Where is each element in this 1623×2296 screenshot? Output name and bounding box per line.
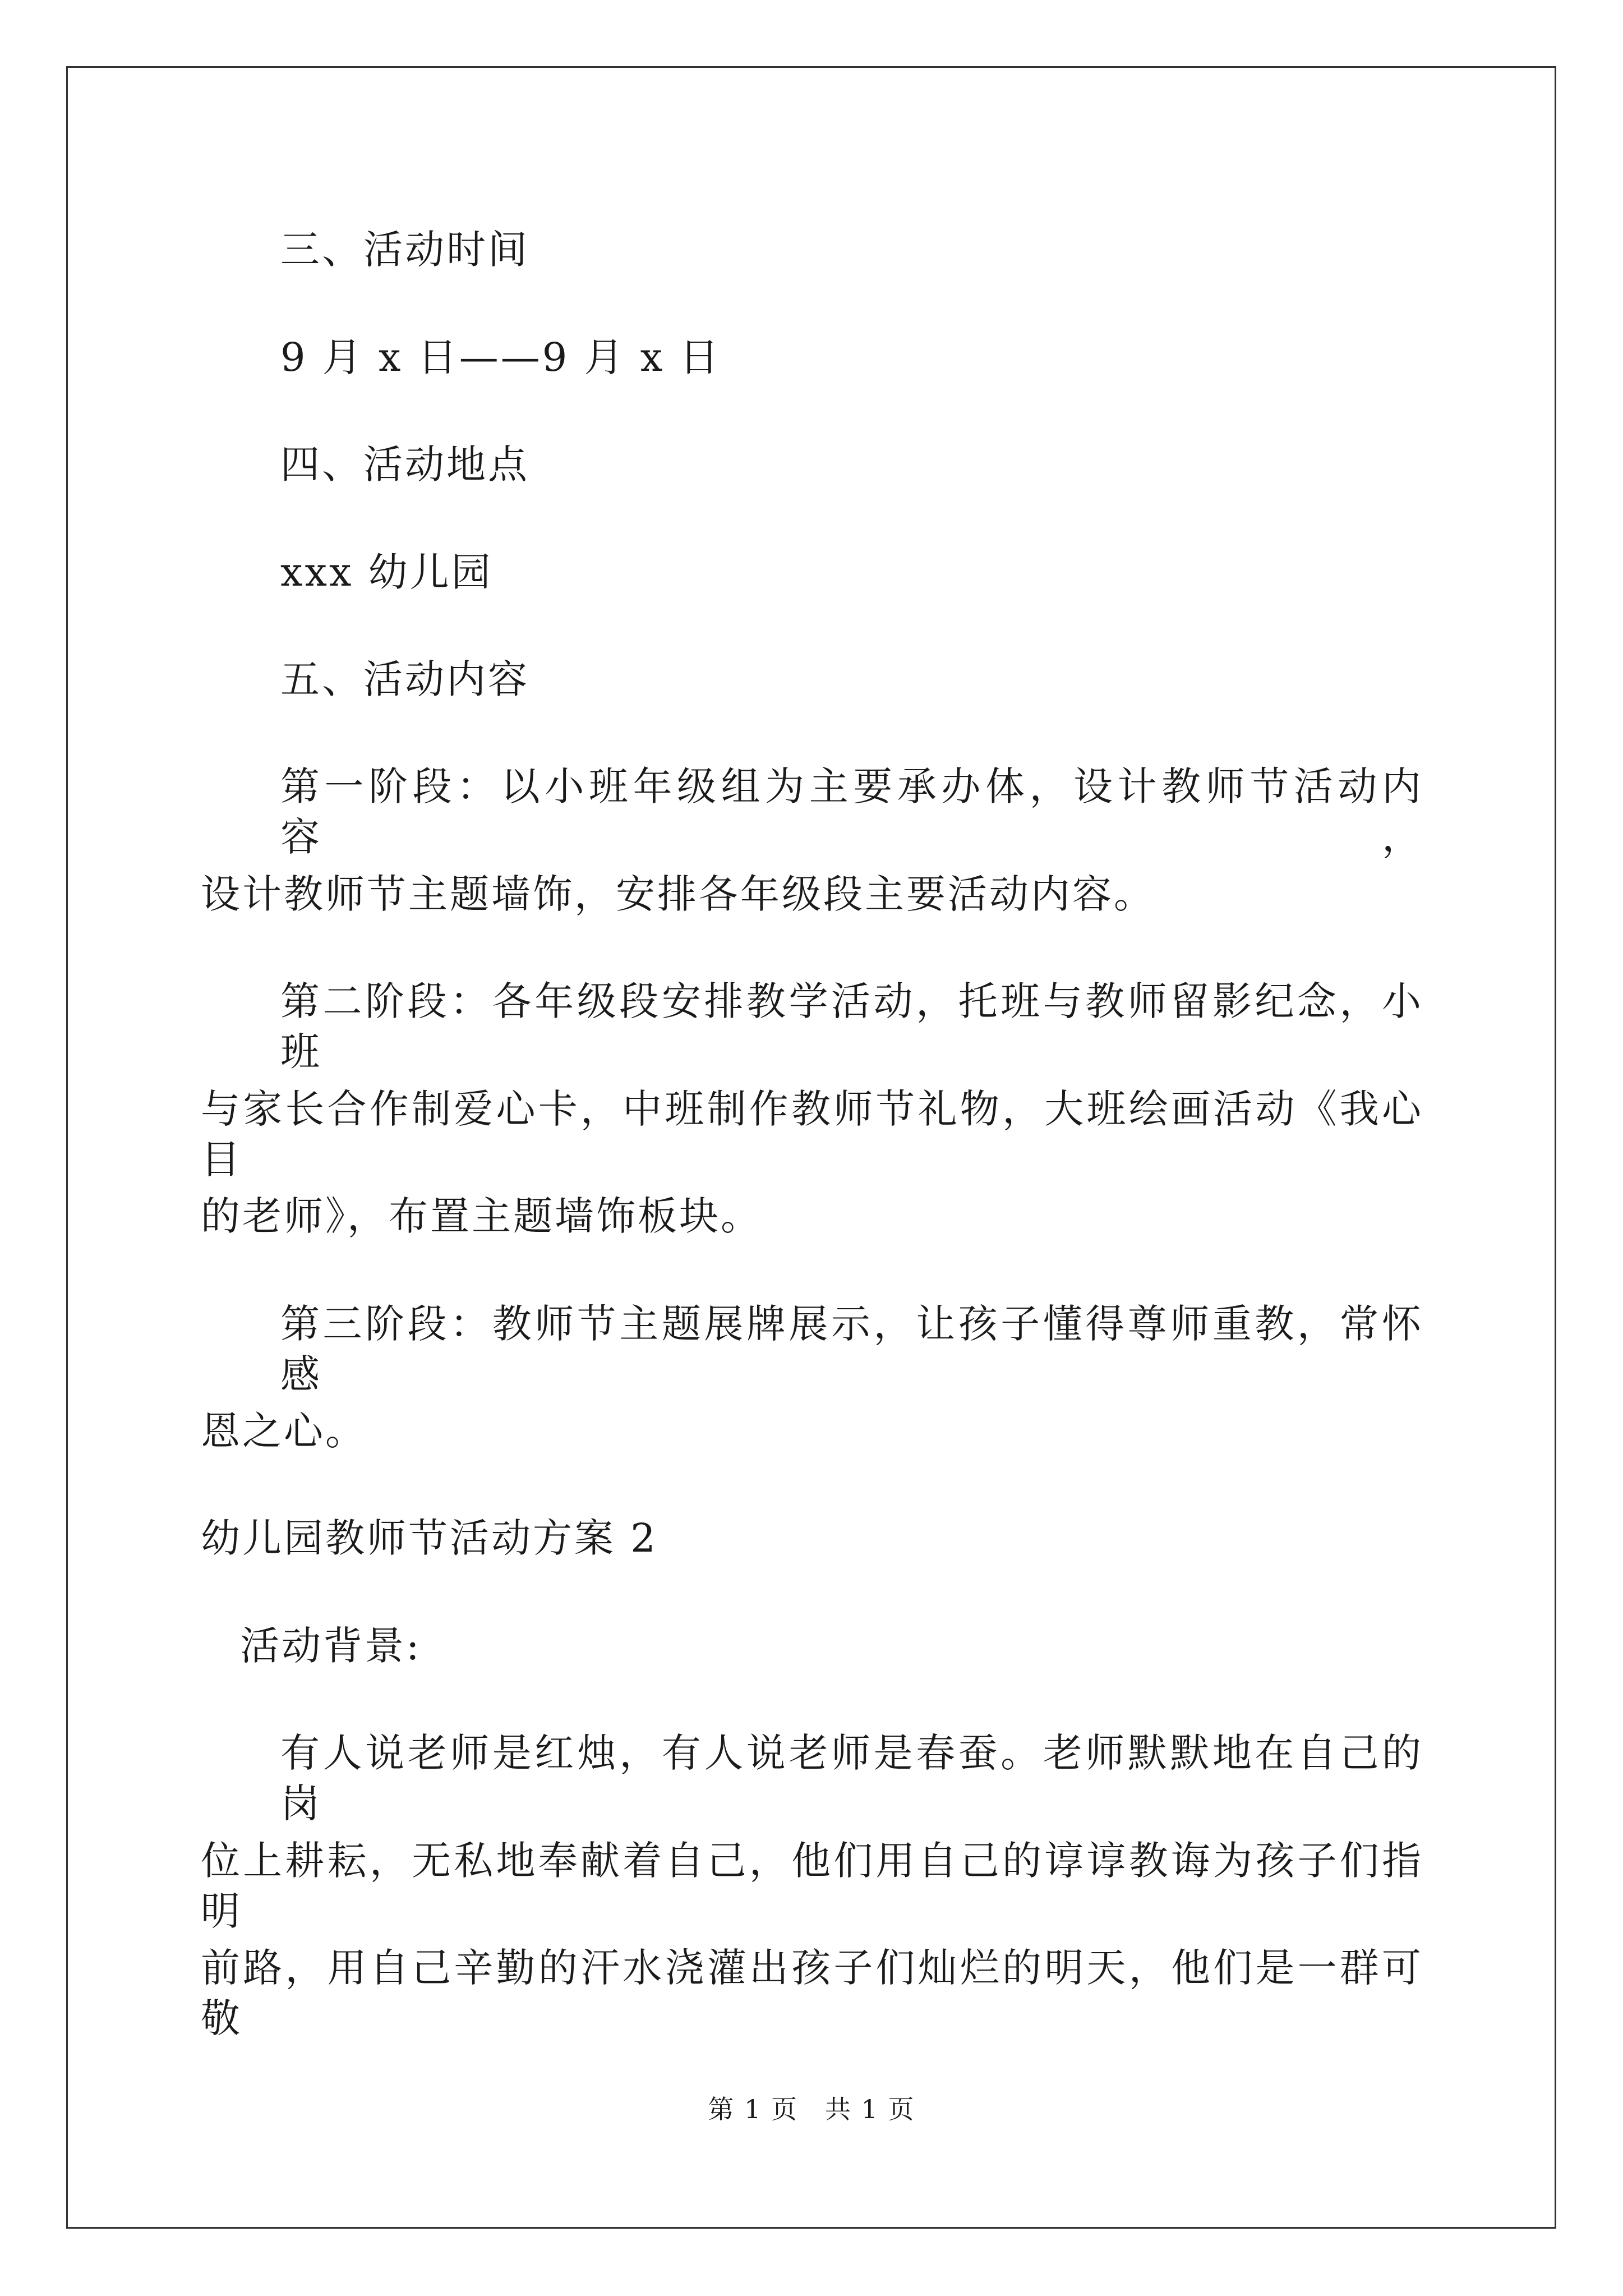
paragraph-background-line-2: 位上耕耘，无私地奉献着自己，他们用自己的谆谆教诲为孩子们指明 [201, 1838, 1423, 1934]
heading-activity-content: 五、活动内容 [280, 656, 529, 702]
paragraph-stage-2-line-2: 与家长合作制爱心卡，中班制作教师节礼物，大班绘画活动《我心目 [201, 1086, 1423, 1182]
paragraph-background-line-3: 前路，用自己辛勤的汗水浇灌出孩子们灿烂的明天，他们是一群可敬 [201, 1945, 1423, 2041]
page-number-footer: 第 1 页 共 1 页 [708, 2094, 915, 2124]
paragraph-stage-2-line-3: 的老师》，布置主题墙饰板块。 [201, 1193, 762, 1239]
paragraph-stage-2-line-1: 第二阶段：各年级段安排教学活动，托班与教师留影纪念，小班 [280, 978, 1423, 1075]
heading-activity-time: 三、活动时间 [280, 227, 529, 273]
heading-activity-location: 四、活动地点 [280, 441, 529, 487]
paragraph-stage-1-line-1: 第一阶段：以小班年级组为主要承办体，设计教师节活动内容， [280, 763, 1423, 860]
activity-location-value: xxx 幼儿园 [280, 549, 493, 595]
subheading-background: 活动背景: [240, 1623, 422, 1669]
paragraph-stage-3-line-2: 恩之心。 [201, 1408, 367, 1454]
section-title: 幼儿园教师节活动方案 2 [201, 1515, 658, 1561]
paragraph-stage-1-line-2: 设计教师节主题墙饰，安排各年级段主要活动内容。 [201, 871, 1155, 917]
activity-time-value: 9 月 x 日——9 月 x 日 [280, 334, 721, 380]
paragraph-stage-3-line-1: 第三阶段：教师节主题展牌展示，让孩子懂得尊师重教，常怀感 [280, 1301, 1423, 1397]
paragraph-background-line-1: 有人说老师是红烛，有人说老师是春蚕。老师默默地在自己的岗 [280, 1730, 1423, 1826]
